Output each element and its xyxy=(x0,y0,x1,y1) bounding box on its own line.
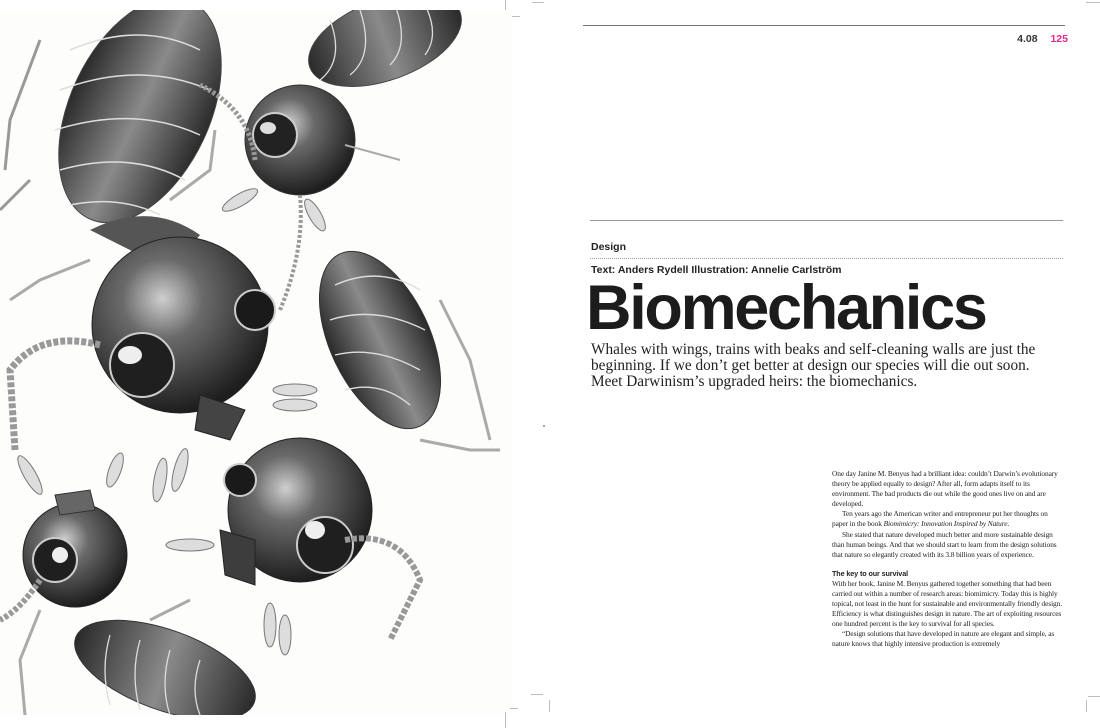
section-rule xyxy=(590,220,1063,221)
article-page xyxy=(545,0,1100,728)
byline: Text: Anders Rydell Illustration: Annelie Carlström xyxy=(591,264,842,276)
issue-number: 4.08 xyxy=(1017,33,1038,45)
illustration-page xyxy=(0,10,512,715)
paragraph-text: . xyxy=(1007,519,1010,529)
paragraph-text: Ten years ago the American writer and entrepreneur put her thoughts on paper in the book xyxy=(832,509,1048,529)
article-title: Biomechanics xyxy=(586,273,986,343)
termite-right xyxy=(295,233,500,450)
article-body xyxy=(832,469,1064,650)
crop-mark xyxy=(505,712,506,728)
crop-mark xyxy=(510,708,518,709)
paragraph: With her book, Janine M. Benyus gathered together something that had been carried out within a number of research areas: biomimicry. Today this is highly topical, not least in the hunt for sustainable and environmentally friendly design. Efficiency is what distinguishes design in nature. The art of exploiting resources one hundred percent is the key to survival for all species. xyxy=(832,578,1062,629)
book-title: Biomimicry: Innovation Inspired by Nature xyxy=(883,519,1008,529)
paragraph: She stated that nature developed much better and more sustainable design than human beings. And that we should start to learn from the design solutions that nature so elegantly created with its 3.8 billion years of experience. xyxy=(832,529,1057,559)
paragraph xyxy=(832,509,1064,529)
crop-mark xyxy=(532,2,544,3)
crop-mark xyxy=(512,16,520,17)
crop-mark xyxy=(531,694,543,695)
page-number: 125 xyxy=(1050,33,1068,45)
termite-illustration xyxy=(0,10,512,715)
termite-lower-center xyxy=(166,438,420,655)
dotted-divider xyxy=(590,258,1063,259)
section-label: Design xyxy=(591,241,627,253)
subheading: The key to our survival xyxy=(832,568,908,578)
folio xyxy=(1017,33,1068,45)
paragraph: “Design solutions that have developed in nature are elegant and simple, as nature knows that highly intensive production is extremely xyxy=(832,629,1055,649)
crop-mark xyxy=(505,0,506,10)
paragraph: One day Janine M. Benyus had a brilliant idea: couldn’t Darwin’s evolutionary theory be applied equally to design? After all, form adapts itself to its environment. The bad products die out while the good ones live on and are developed. xyxy=(832,469,1058,509)
header-rule xyxy=(583,25,1065,26)
standfirst: Whales with wings, trains with beaks and self-cleaning walls are just the beginning. If we don’t get better at design our species will die out soon. Meet Darwinism’s upgraded heirs: the biomechanics. xyxy=(591,341,1036,390)
